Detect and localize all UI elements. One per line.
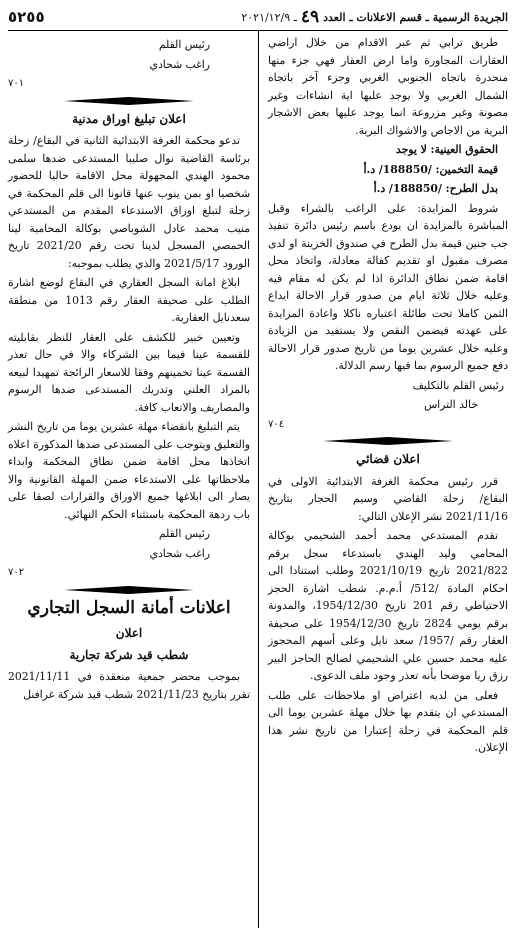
notice-title: شطب قيد شركة تجارية	[69, 647, 189, 662]
gazette-title: الجريدة الرسمية ـ قسم الاعلانات ـ العدد	[323, 10, 508, 24]
divider-ornament	[268, 437, 508, 445]
issue-number: ٤٩	[300, 7, 320, 27]
signature-role: رئيس القلم	[158, 38, 210, 51]
property-description: طريق ترابي ثم عبر الاقدام من خلال اراضي العقارات المجاورة واما ارض العقار فهي جزء منها منحدرة باتجاه الجنوبي الغربي وجزء آخر باتجاه الشمال الغربي ولا يوجد عليها اية انشاءات وغير مصونة وغير مزروعة انما يوجد عليها بعض الاشجار البرية من الاجاص والاشواك البرية.	[268, 36, 508, 137]
signature-name: راغب شحادي	[149, 546, 210, 560]
notice-number: ٧٠١	[8, 78, 25, 89]
signature-name: راغب شحادي	[149, 57, 210, 71]
notice-body: تقدم المستدعي محمد أحمد الشحيمي بوكالة المحامي وليد الهندي باستدعاء سجل برقم 2021/822 تاريخ 2021/10/19 وطلب استنادا الى احكام المادة /512/ أ.م.م. شطب اشارة الحجز الاحتياطي رقم 201 تاريخ 1954/12/30، والمدونة برقم يومي 2824 تاريخ 1954/12/30 على صحيفة العقار رقم /1957/ سعد نايل وعلى أسهم المحجوز عليه محمد حسين علي الشحيمي لصالح الحاجز البير رزق ريا موضحا بأنه تعذر وجود ملف الدعوى.	[268, 529, 508, 682]
page-number: ٥٢٥٥	[8, 8, 45, 26]
column-divider	[258, 30, 259, 928]
signature-name: خالد التراس	[423, 398, 478, 411]
header-title-group	[241, 7, 508, 27]
notice-number: ٧٠٢	[8, 567, 25, 578]
right-column	[268, 34, 508, 759]
signature-role: رئيس القلم	[158, 527, 210, 540]
notice-label: اعلان	[115, 626, 143, 640]
estimate-value: قيمة التخمين: /188850/ د.أ	[363, 162, 498, 176]
section-title: اعلانات أمانة السجل التجاري	[27, 597, 231, 618]
auction-terms: شروط المزايدة: على الراغب بالشراء وقبل المباشرة بالمزايدة ان يودع باسم رئيس دائرة تنفيذ جب جنين قيمة بدل الطرح في صندوق الخزينة او لدى مصرف مقبول او تقديم كفالة معادلة، واتخاذ محل اقامة ضمن نطاق الدائرة اذا لم يكن له مقام فيه وعليه خلال ثلاثة ايام من صدور قرار الاحالة ايداع الثمن كاملا تحت طائلة اعتباره ناكلا واعادة المزايدة على عهدته فيضمن النقص ولا يستفيد من الزيادة وعليه خلال عشرين يوما من تاريخ صدور قرار الاحالة دفع جميع الرسوم بما فيها رسم الدلالة.	[268, 201, 508, 372]
divider-ornament	[8, 586, 250, 594]
page-header	[8, 6, 508, 28]
real-rights: الحقوق العينية: لا يوجد	[395, 143, 498, 156]
notice-closing: فعلى من لديه اعتراض او ملاحظات على طلب المستدعي ان يتقدم بها خلال مهلة عشرين يوما الى قلم المحكمة في زحلة إعتبارا من تاريخ نشر هذا الإعلان.	[268, 688, 508, 754]
notice-title: اعلان تبليغ اوراق مدنية	[72, 111, 186, 126]
notice-body: بموجب محضر جمعية منعقدة في 2021/11/11 تقرر بتاريخ 2021/11/23 شطب قيد شركة غرافنل	[8, 670, 250, 701]
issue-date: ـ ٢٠٢١/١٢/٩	[241, 10, 297, 24]
bid-value: بدل الطرح: /188850/ د.أ	[373, 182, 498, 195]
left-column	[8, 34, 250, 705]
signature-role: رئيس القلم بالتكليف	[412, 378, 504, 392]
divider-ornament	[8, 97, 250, 105]
notice-intro: تدعو محكمة الغرفة الابتدائية الثانية في البقاع/ زحلة برئاسة القاضية نوال صليبا المستدعى ضدها سلمى محمود الهندي المجهولة محل الاقامة حاليا للحضور شخصيا او بمن ينوب عنها قانونا الى قلم المحكمة في زحلة لتبلغ اوراق الاستدعاء المقدم من المستدعي منيب محمد عادل الشوباصي بوكالة المحامية لينا الحمصي المسجل لدينا تحت رقم 2021/20 تاريخ الورود 2021/5/17 والذي يطلب بموجبه:	[8, 134, 250, 270]
notice-intro: قرر رئيس محكمة الغرفة الابتدائية الاولى في البقاع/ زحلة القاضي وسيم الحجار بتاريخ 2021/11/16 نشر الإعلان التالي:	[268, 474, 508, 523]
notice-number: ٧٠٤	[268, 418, 285, 430]
notice-closing: يتم التبليغ بانقضاء مهلة عشرين يوما من تاريخ النشر والتعليق ويتوجب على المستدعى ضدها المذكورة اعلاه اتخاذها محل اقامة ضمن نطاق المحكمة وابداء ملاحظاتها على الاستدعاء ضمن المهلة القانونية والا يصار الى ابلاغها جميع الاوراق والقرارات لصقا على باب ردهة المحكمة باستثناء الحكم النهائي.	[8, 420, 250, 521]
request-item-1: ابلاغ امانة السجل العقاري في البقاع لوضع اشارة الطلب على صحيفة العقار رقم 1013 من منطقة سعدنايل العقارية.	[8, 276, 251, 324]
notice-title: اعلان قضائي	[356, 452, 420, 466]
request-item-2: وتعيين خبير للكشف على العقار للنظر بقابليته للقسمة عينا فيما بين الشركاء والا في حال تعذر القسمة عينا تخمينهم وفقا للاسعار الرائجة تمهيدا لبيعه بالمزاد العلني وتدريك المستدعى ضدها الرسوم والمصاريف والاتعاب كافة.	[8, 330, 250, 414]
